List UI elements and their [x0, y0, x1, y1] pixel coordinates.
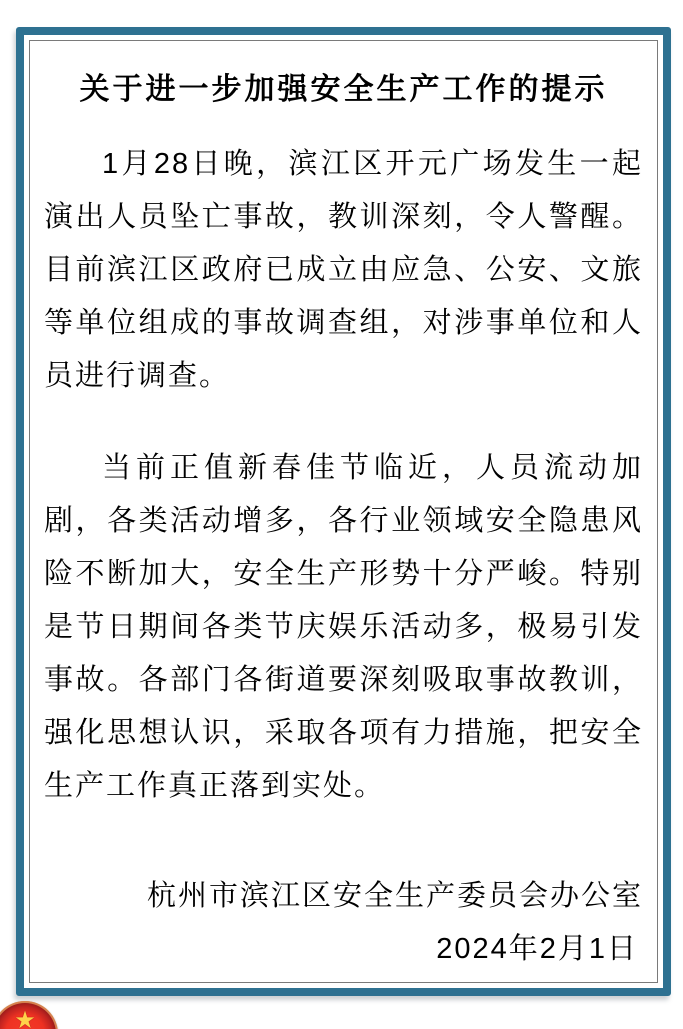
- notice-paragraph-1: 1月28日晚，滨江区开元广场发生一起演出人员坠亡事故，教训深刻，令人警醒。目前滨江区政府已成立由应急、公安、文旅等单位组成的事故调查组，对涉事单位和人员进行调查。: [44, 148, 643, 392]
- notice-title: 关于进一步加强安全生产工作的提示: [79, 73, 608, 106]
- notice-frame: [16, 27, 671, 996]
- notice-date: 2024年2月1日: [436, 933, 638, 965]
- star-icon: ★: [14, 1007, 36, 1029]
- notice-inner-border: [29, 40, 658, 983]
- government-seal-icon: [0, 1001, 58, 1029]
- notice-paragraph-2: 当前正值新春佳节临近，人员流动加剧，各类活动增多，各行业领域安全隐患风险不断加大，安全生产形势十分严峻。特别是节日期间各类节庆娱乐活动多，极易引发事故。各部门各街道要深刻吸取事故教训，强化思想认识，采取各项有力措施，把安全生产工作真正落到实处。: [44, 452, 643, 802]
- notice-signature: 杭州市滨江区安全生产委员会办公室: [146, 880, 643, 912]
